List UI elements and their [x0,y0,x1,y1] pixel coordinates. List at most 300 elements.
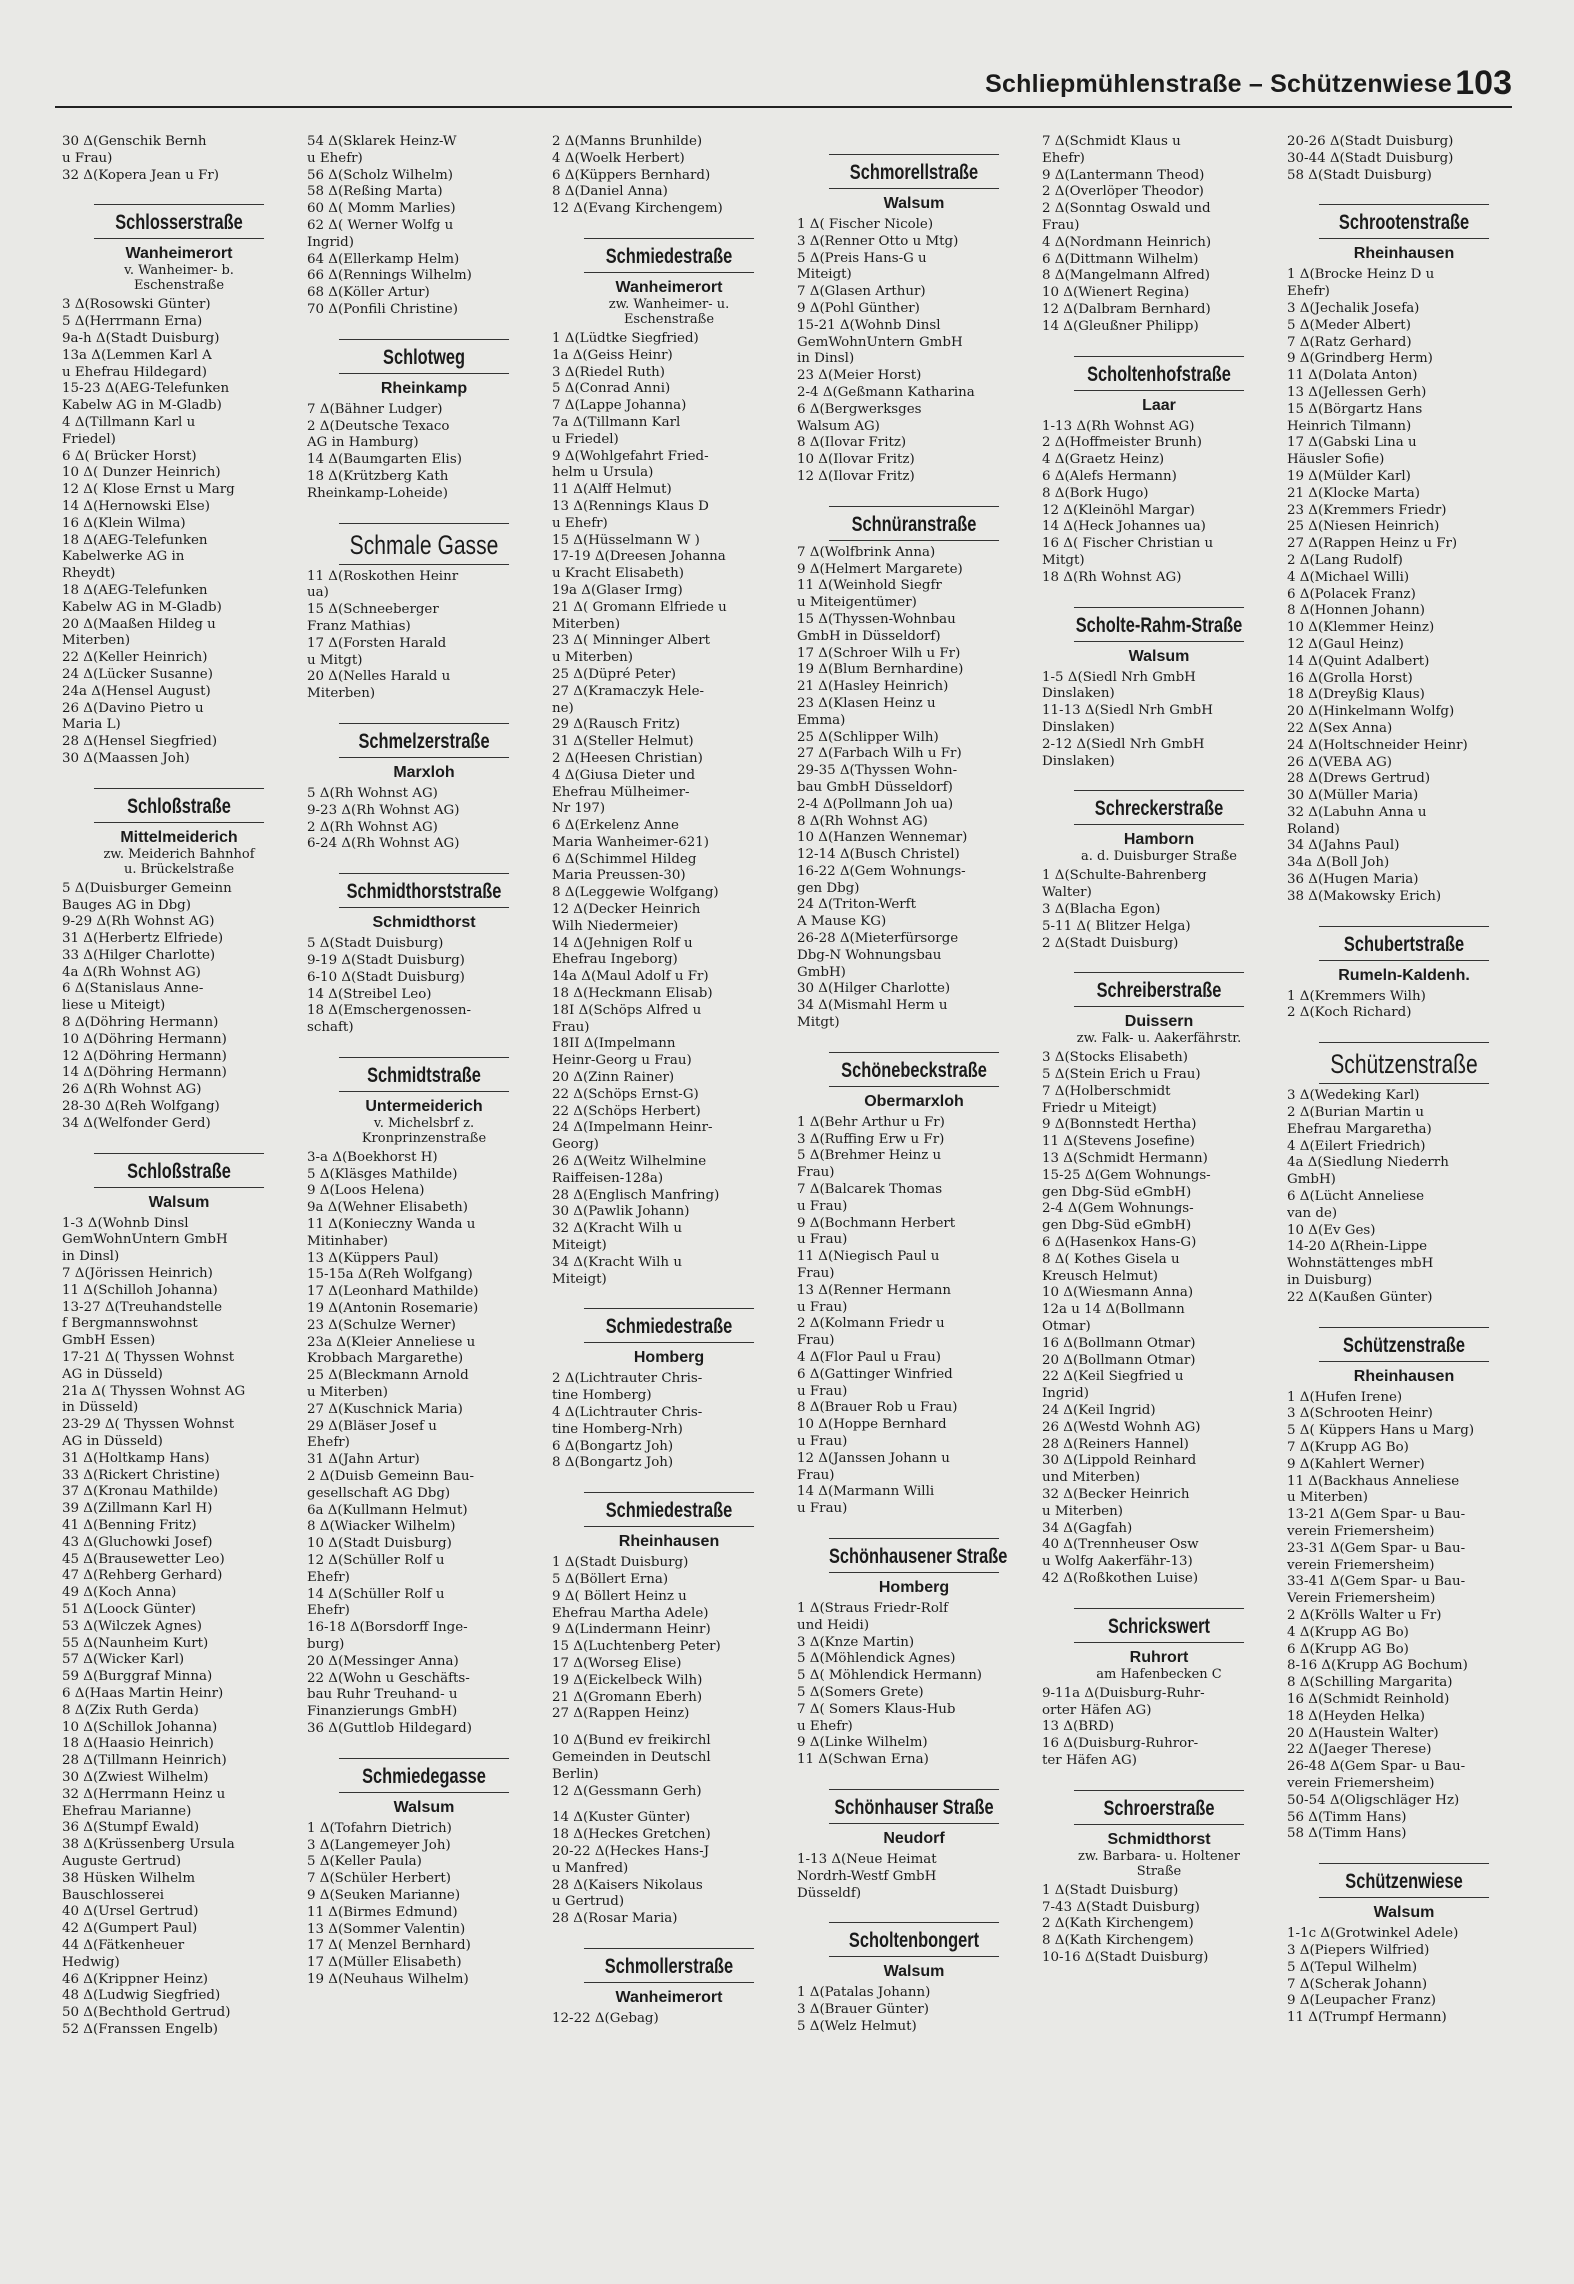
address-entry: 7 Δ( Somers Klaus-Hub [797,1701,956,1717]
address-entry: 4 Δ(Woelk Herbert) [552,150,685,166]
address-entry: in Duisburg) [1287,1273,1373,1289]
district-name: Rheinhausen [1353,245,1455,263]
street-name: Schmelzerstraße [339,723,509,758]
address-entry: 3 Δ(Schrooten Heinr) [1287,1406,1433,1422]
address-entry: 6 Δ(Hasenkox Hans-G) [1042,1235,1197,1251]
address-entry: 16 Δ(Duisburg-Ruhror- [1042,1736,1199,1752]
address-entry: 7 Δ(Ratz Gerhard) [1287,334,1412,350]
address-entry: 26 Δ(VEBA AG) [1287,754,1392,770]
district-name: Rheinhausen [1353,1367,1455,1385]
address-entry: 14 Δ(Quint Adalbert) [1287,653,1430,669]
address-entry: GemWohnUntern GmbH [62,1232,228,1248]
address-entry: 11 Δ(Konieczny Wanda u [307,1217,476,1233]
address-entry: gen Dbg-Süd eGmbH) [1042,1218,1192,1234]
address-entry: 7 Δ(Holberschmidt [1042,1083,1171,1099]
street-name: Schubertstraße [1319,926,1489,961]
address-entry: GmbH) [797,964,846,980]
address-entry: 9 Δ(Linke Wilhelm) [797,1735,928,1751]
address-entry: 1 Δ(Stadt Duisburg) [552,1555,689,1571]
page-header [55,62,1512,108]
address-entry: 5 Δ(Böllert Erna) [552,1571,669,1587]
address-entry: 58 Δ(Stadt Duisburg) [1287,167,1432,183]
address-entry: 45 Δ(Brausewetter Leo) [62,1551,225,1567]
address-entry: in Dinsl) [797,351,855,367]
district-name: Wanheimerort [615,278,723,296]
address-entry: 9a Δ(Wehner Elisabeth) [307,1200,469,1216]
address-entry: 3 Δ(Piepers Wilfried) [1287,1942,1430,1958]
address-entry: Wilh Niedermeier) [552,918,679,934]
district-name: Rumeln-Kaldenh. [1338,966,1470,984]
district-name: Marxloh [393,763,455,781]
address-entry: Miteigt) [552,1238,607,1254]
address-entry: bau Ruhr Treuhand- u [307,1687,458,1703]
address-entry: 5 Δ(Stadt Duisburg) [307,936,444,952]
page-title: Schliepmühlenstraße – Schützenwiese [985,70,1452,98]
address-entry: Ehefrau Mülheimer- [552,784,690,800]
address-entry: 9 Δ(Lindermann Heinr) [552,1622,711,1638]
street-name: Schmale Gasse [339,523,509,565]
address-entry: 12 Δ(Dalbram Bernhard) [1042,301,1211,317]
address-entry: 32 Δ(Herrmann Heinz u [62,1786,226,1802]
address-entry: 18 Δ(Heckes Gretchen) [552,1827,711,1843]
address-entry: 3 Δ(Renner Otto u Mtg) [797,233,959,249]
address-entry: 6 Δ(Lücht Anneliese [1287,1189,1425,1205]
address-entry: 1 Δ(Patalas Johann) [797,1985,931,2001]
address-entry: 3 Δ(Wedeking Karl) [1287,1088,1420,1104]
street-name: Schrootenstraße [1319,204,1489,239]
address-entry: 1 Δ(Brocke Heinz D u [1287,267,1435,283]
address-entry: 10 Δ(Hanzen Wennemar) [797,830,968,846]
address-entry: 1a Δ(Geiss Heinr) [552,347,673,363]
address-entry: 18 Δ(AEG-Telefunken [62,582,208,598]
address-entry: Wohnstättenges mbH [1287,1256,1434,1272]
address-entry: 19 Δ(Blum Bernhardine) [797,662,964,678]
address-entry: 59 Δ(Burggraf Minna) [62,1669,213,1685]
address-entry: 30 Δ(Lippold Reinhard [1042,1453,1197,1469]
street-name: Schützenstraße [1319,1042,1489,1084]
column-1 [62,134,296,2264]
address-entry: 6-24 Δ(Rh Wohnst AG) [307,836,460,852]
address-entry: helm u Ursula) [552,465,654,481]
address-entry: 12a u 14 Δ(Bollmann [1042,1302,1185,1318]
address-entry: 39 Δ(Zillmann Karl H) [62,1501,213,1517]
address-entry: Maria L) [62,717,121,733]
address-entry: 32 Δ(Kracht Wilh u [552,1221,682,1237]
district-name: Schmidthorst [372,914,476,932]
address-entry: 18 Δ(Dreyßig Klaus) [1287,687,1425,703]
address-entry: 30 Δ(Genschik Bernh [62,134,207,149]
address-entry: 17 Δ(Leonhard Mathilde) [307,1284,479,1300]
address-entry: 40 Δ(Trennheuser Osw [1042,1537,1199,1553]
address-entry: 3 Δ(Rosowski Günter) [62,297,211,313]
address-entry: 8 Δ(Daniel Anna) [552,184,668,200]
address-entry: 22 Δ(Keller Heinrich) [62,650,208,666]
address-entry: A Mause KG) [797,914,887,930]
address-entry: 1-5 Δ(Siedl Nrh GmbH [1042,669,1196,685]
address-entry: 3-a Δ(Boekhorst H) [307,1149,438,1165]
street-heading [315,523,533,565]
address-entry: 13-21 Δ(Gem Spar- u Bau- [1287,1507,1466,1523]
address-entry: 3 Δ(Blacha Egon) [1042,901,1161,917]
address-entry: u Miterben) [307,1385,388,1401]
district-name: Rheinhausen [618,1533,720,1551]
address-entry: 22 Δ(Sex Anna) [1287,720,1393,736]
address-entry: 30 Δ(Müller Maria) [1287,788,1419,804]
address-entry: 9 Δ(Wohlgefahrt Fried- [552,448,709,464]
address-entry: Auguste Gertrud) [62,1853,182,1869]
address-entry: tine Homberg-Nrh) [552,1421,683,1437]
address-entry: 53 Δ(Wilczek Agnes) [62,1618,203,1634]
address-entry: Mitgt) [797,1015,840,1031]
address-entry: 10 Δ(Schillok Johanna) [62,1719,218,1735]
address-entry: 30-44 Δ(Stadt Duisburg) [1287,150,1454,166]
address-entry: 10 Δ(Bund ev freikirchl [552,1733,711,1749]
address-entry: 5 Δ(Somers Grete) [797,1684,924,1700]
address-entry: 17 Δ( Menzel Bernhard) [307,1938,471,1954]
address-entry: u Frau) [797,1232,848,1248]
street-heading [1050,607,1268,666]
address-entry: 5 Δ( Küppers Hans u Marg) [1287,1423,1475,1439]
address-entry: 23 Δ( Minninger Albert [552,633,710,649]
address-entry: 9-29 Δ(Rh Wohnst AG) [62,914,215,930]
address-entry: 7a Δ(Tillmann Karl [552,414,681,430]
address-entry: 4 Δ(Graetz Heinz) [1042,452,1165,468]
address-entry: GemWohnUntern GmbH [797,334,963,350]
address-entry: 5 Δ(Brehmer Heinz u [797,1148,942,1164]
address-entry: 32 Δ(Becker Heinrich [1042,1487,1190,1503]
district-name: Obermarxloh [864,1092,964,1110]
column-6 [1287,134,1521,2264]
column-3 [552,134,786,2264]
address-entry: 37 Δ(Kronau Mathilde) [62,1484,219,1500]
street-name: Schützenwiese [1319,1863,1489,1898]
address-entry: gen Dbg-Süd eGmbH) [1042,1184,1192,1200]
address-entry: 3 Δ(Langemeyer Joh) [307,1837,451,1853]
address-entry: 8 Δ(Bork Hugo) [1042,485,1149,501]
street-name: Schmiedestraße [584,1308,754,1343]
district-name: Schmidthorst [1107,1830,1211,1848]
street-name: Schrickswert [1074,1608,1244,1643]
street-heading [70,788,288,877]
address-entry: 5 Δ(Preis Hans-G u [797,250,927,266]
street-heading [70,1153,288,1212]
address-entry: 8 Δ(Honnen Johann) [1287,603,1425,619]
address-entry: 5 Δ(Keller Paula) [307,1854,422,1870]
address-entry: Mitinhaber) [307,1233,389,1249]
address-entry: 6 Δ(Polacek Franz) [1287,586,1416,602]
address-entry: 46 Δ(Krippner Heinz) [62,1971,209,1987]
district-name: Homberg [633,1349,705,1367]
street-name: Schmiedestraße [584,1492,754,1527]
address-entry: 8 Δ(Rh Wohnst AG) [797,813,928,829]
address-entry: Häusler Sofie) [1287,452,1385,468]
address-entry: 38 Δ(Krüssenberg Ursula [62,1837,235,1853]
address-entry: 30 Δ(Hilger Charlotte) [797,981,951,997]
address-entry: 2 Δ(Duisb Gemeinn Bau- [307,1469,475,1485]
street-heading [805,1052,1023,1111]
address-entry: Frau) [797,1165,835,1181]
address-entry: 15 Δ(Hüsselmann W ) [552,532,700,548]
street-name: Schreiberstraße [1074,972,1244,1007]
address-entry: 8 Δ(Leggewie Wolfgang) [552,885,719,901]
address-entry: 30 Δ(Zwiest Wilhelm) [62,1769,209,1785]
address-entry: 6-10 Δ(Stadt Duisburg) [307,969,465,985]
address-entry: 30 Δ(Pawlik Johann) [552,1204,690,1220]
district-name: Mittelmeiderich [120,828,238,846]
address-entry: 13 Δ(BRD) [1042,1719,1115,1735]
address-entry: 4 Δ(Giusa Dieter und [552,767,696,783]
district-name: Homberg [878,1578,950,1596]
address-entry: 27 Δ(Kuschnick Maria) [307,1401,463,1417]
address-entry: Raiffeisen-128a) [552,1170,664,1186]
address-entry: 13 Δ(Rennings Klaus D [552,498,709,514]
address-entry: 10 Δ(Hoppe Bernhard [797,1417,947,1433]
street-name: Schönebeckstraße [829,1052,999,1087]
address-entry: 18I Δ(Schöps Alfred u [552,1002,702,1018]
address-entry: 6 Δ(Küppers Bernhard) [552,167,711,183]
address-entry: 31 Δ(Holtkamp Hans) [62,1450,210,1466]
address-entry: 42 Δ(Gumpert Paul) [62,1921,198,1937]
street-heading [1050,356,1268,415]
address-entry: 26 Δ(Davino Pietro u [62,700,204,716]
address-entry: 4 Δ(Michael Willi) [1287,569,1410,585]
column-4 [797,134,1031,2264]
address-entry: 11 Δ(Trumpf Hermann) [1287,2010,1447,2026]
address-entry: 1 Δ(Stadt Duisburg) [1042,1882,1179,1898]
address-entry: 4 Δ(Krupp AG Bo) [1287,1624,1409,1640]
address-entry: 1 Δ(Schulte-Bahrenberg [1042,868,1207,884]
address-entry: Nordrh-Westf GmbH [797,1868,937,1884]
address-entry: 19 Δ(Mülder Karl) [1287,468,1411,484]
address-entry: 20 Δ(Bollmann Otmar) [1042,1352,1196,1368]
address-entry: 23 Δ(Meier Horst) [797,368,922,384]
street-name: Schreckerstraße [1074,790,1244,825]
address-entry: 1 Δ(Lüdtke Siegfried) [552,330,699,346]
address-entry: 6 Δ(Alefs Hermann) [1042,468,1177,484]
address-entry: 6 Δ(Erkelenz Anne [552,818,679,834]
address-entry: 12 Δ(Kleinöhl Margar) [1042,502,1195,518]
address-entry: 2-4 Δ(Gem Wohnungs- [1042,1201,1194,1217]
address-entry: 15 Δ(Börgartz Hans [1287,401,1423,417]
address-entry: 11 Δ(Schwan Erna) [797,1752,929,1768]
address-entry: 18II Δ(Impelmann [552,1036,676,1052]
address-entry: schaft) [307,1020,354,1036]
address-entry: Ehefrau Ingeborg) [552,952,678,968]
address-entry: 32 Δ(Kopera Jean u Fr) [62,167,219,183]
address-entry: 2 Δ(Lang Rudolf) [1287,552,1403,568]
street-heading [1295,926,1513,985]
address-entry: 50 Δ(Bechthold Gertrud) [62,2005,231,2021]
address-entry: 56 Δ(Timm Hans) [1287,1809,1407,1825]
address-entry: 11 Δ(Backhaus Anneliese [1287,1473,1460,1489]
address-entry: 2 Δ(Heesen Christian) [552,750,703,766]
address-entry: Georg) [552,1137,599,1153]
address-entry: 21 Δ(Gromann Eberh) [552,1689,703,1705]
address-entry: 3 Δ(Brauer Günter) [797,2002,929,2018]
address-entry: 11 Δ(Weinhold Siegfr [797,578,942,594]
address-entry: Berlin) [552,1766,599,1782]
street-heading [805,1538,1023,1597]
street-heading [1050,972,1268,1046]
address-entry: 11 Δ(Roskothen Heinr [307,568,459,584]
address-entry: 66 Δ(Rennings Wilhelm) [307,268,472,284]
address-entry: 8 Δ(Kath Kirchengem) [1042,1933,1194,1949]
address-entry: 34 Δ(Mismahl Herm u [797,998,948,1014]
address-entry: Nr 197) [552,801,606,817]
address-entry: 24 Δ(Lücker Susanne) [62,666,213,682]
address-entry: AG in Düsseld) [62,1434,163,1450]
address-entry: 6a Δ(Kullmann Helmut) [307,1502,468,1518]
street-name: Schmorellstraße [829,154,999,189]
address-entry: 5-11 Δ( Blitzer Helga) [1042,918,1191,934]
district-name: Walsum [883,1963,945,1981]
address-entry: 6 Δ(Gattinger Winfried [797,1366,953,1382]
address-entry: 27 Δ(Kramaczyk Hele- [552,683,705,699]
address-entry: 17 Δ(Schroer Wilh u Fr) [797,645,961,661]
address-entry: 36 Δ(Stumpf Ewald) [62,1820,200,1836]
address-entry: 1-1c Δ(Grotwinkel Adele) [1287,1926,1459,1942]
address-entry: 8 Δ(Döhring Hermann) [62,1015,219,1031]
address-entry: 8 Δ(Ilovar Fritz) [797,435,907,451]
address-entry: Walsum AG) [797,418,880,434]
address-entry: u Wolfg Aakerfähr-13) [1042,1554,1193,1570]
address-entry: 7 Δ(Scherak Johann) [1287,1976,1428,1992]
address-entry: 30 Δ(Maassen Joh) [62,750,190,766]
address-entry: 2 Δ(Sonntag Oswald und [1042,201,1211,217]
address-entry: 14 Δ(Baumgarten Elis) [307,452,462,468]
street-section-note: zw. Falk- u. Aakerfährstr. [1076,1031,1242,1047]
address-entry: verein Friemersheim) [1287,1775,1435,1791]
address-entry: 14a Δ(Maul Adolf u Fr) [552,969,709,985]
address-entry: 2-12 Δ(Siedl Nrh GmbH [1042,736,1205,752]
address-entry: 12 Δ(Ilovar Fritz) [797,468,915,484]
address-entry: orter Häfen AG) [1042,1702,1152,1718]
address-entry: 23 Δ(Schulze Werner) [307,1317,456,1333]
address-entry: 31 Δ(Herbertz Elfriede) [62,931,224,947]
street-heading [560,1492,778,1551]
address-entry: 32 Δ(Labuhn Anna u [1287,804,1427,820]
street-heading [315,1057,533,1146]
address-entry: 12 Δ(Döhring Hermann) [62,1048,227,1064]
address-entry: 5 Δ(Möhlendick Agnes) [797,1651,956,1667]
address-entry: 9-11a Δ(Duisburg-Ruhr- [1042,1685,1205,1701]
address-entry: 2 Δ(Burian Martin u [1287,1105,1424,1121]
address-entry: 21 Δ(Klocke Marta) [1287,485,1421,501]
address-entry: 20 Δ(Messinger Anna) [307,1653,459,1669]
address-entry: 52 Δ(Franssen Engelb) [62,2021,219,2037]
address-entry: Dbg-N Wohnungsbau [797,947,942,963]
address-entry: 10 Δ(Klemmer Heinz) [1287,620,1435,636]
address-entry: 2-4 Δ(Geßmann Katharina [797,384,975,400]
address-entry: 25 Δ(Niesen Heinrich) [1287,519,1440,535]
address-entry: 2 Δ(Overlöper Theodor) [1042,184,1204,200]
address-entry: 31 Δ(Steller Helmut) [552,734,694,750]
address-entry: 6 Δ(Schimmel Hildeg [552,851,697,867]
district-name: Walsum [1373,1904,1435,1922]
address-entry: 6 Δ(Krupp AG Bo) [1287,1641,1409,1657]
address-entry: 21 Δ( Gromann Elfriede u [552,599,727,615]
address-entry: u Kracht Elisabeth) [552,566,684,582]
address-entry: Ehefrau Martha Adele) [552,1605,709,1621]
address-entry: liese u Miteigt) [62,998,166,1014]
address-entry: 41 Δ(Benning Fritz) [62,1518,197,1533]
street-heading [805,1922,1023,1981]
address-entry: u Frau) [797,1434,848,1449]
address-entry: 23-31 Δ(Gem Spar- u Bau- [1287,1540,1466,1556]
address-entry: 2 Δ(Krölls Walter u Fr) [1287,1607,1442,1623]
address-entry: 62 Δ( Werner Wolfg u [307,217,454,233]
address-entry: 19 Δ(Antonin Rosemarie) [307,1301,479,1317]
address-entry: 7 Δ(Balcarek Thomas [797,1182,943,1198]
address-entry: u Frau) [797,1383,848,1399]
address-entry: 3 Δ(Stocks Elisabeth) [1042,1050,1188,1066]
address-entry: 12 Δ( Klose Ernst u Marg [62,482,235,498]
address-entry: 14 Δ(Heck Johannes ua) [1042,519,1206,535]
address-entry: 7 Δ(Schüler Herbert) [307,1871,451,1887]
address-entry: Kreusch Helmut) [1042,1268,1159,1284]
district-name: Duissern [1124,1013,1194,1031]
address-entry: 13 Δ(Küppers Paul) [307,1250,439,1266]
address-entry: 36 Δ(Guttlob Hildegard) [307,1720,472,1736]
address-entry: 12 Δ(Decker Heinrich [552,902,701,918]
address-entry: 20 Δ(Hinkelmann Wolfg) [1287,704,1455,720]
address-entry: 12 Δ(Gaul Heinz) [1287,636,1404,652]
street-heading [805,154,1023,213]
address-entry: Heinr-Georg u Frau) [552,1053,692,1069]
street-section-note: zw. Wanheimer- u. Eschenstraße [608,296,730,327]
address-entry: GmbH Essen) [62,1333,156,1349]
address-entry: 2 Δ(Lichtrauter Chris- [552,1371,703,1387]
address-entry: Walter) [1042,885,1092,901]
address-entry: 4 Δ(Eilert Friedrich) [1287,1138,1426,1154]
address-entry: 38 Δ(Makowsky Erich) [1287,888,1442,904]
address-entry: 13 Δ(Jellessen Gerh) [1287,384,1427,400]
street-name: Schönhausener Straße [829,1538,999,1573]
address-entry: 15-21 Δ(Wohnb Dinsl [797,317,941,333]
address-entry: 10 Δ(Döhring Hermann) [62,1031,227,1047]
address-entry: u Miteigentümer) [797,595,917,611]
district-name: Wanheimerort [125,245,233,263]
street-section-note: zw. Barbara- u. Holtener Straße [1078,1848,1240,1879]
address-entry: 9 Δ(Kahlert Werner) [1287,1456,1425,1472]
address-entry: 12-22 Δ(Gebag) [552,2010,659,2026]
address-entry: 17-19 Δ(Dreesen Johanna [552,549,726,565]
street-heading [805,1789,1023,1848]
address-entry: Otmar) [1042,1319,1091,1335]
address-entry: gesellschaft AG Dbg) [307,1485,451,1501]
address-entry: 25 Δ(Düpré Peter) [552,666,676,682]
address-entry: 8 Δ( Kothes Gisela u [1042,1251,1180,1267]
address-entry: 1 Δ( Fischer Nicole) [797,217,934,232]
address-entry: 14 Δ(Jehnigen Rolf u [552,935,693,951]
address-entry: 42 Δ(Roßkothen Luise) [1042,1571,1199,1586]
street-heading [805,506,1023,541]
address-entry: 6 Δ(Dittmann Wilhelm) [1042,251,1199,267]
address-entry: 16-18 Δ(Borsdorff Inge- [307,1620,468,1636]
address-entry: Dinslaken) [1042,753,1115,769]
address-entry: 11 Δ(Stevens Josefine) [1042,1134,1195,1150]
address-entry: 24a Δ(Hensel August) [62,683,211,699]
address-entry: u Ehefrau Hildegard) [62,364,207,380]
address-entry: Emma) [797,712,846,728]
address-entry: 34 Δ(Jahns Paul) [1287,838,1400,854]
address-entry: 5 Δ(Stein Erich u Frau) [1042,1067,1201,1083]
address-entry: 22 Δ(Jaeger Therese) [1287,1742,1432,1758]
street-name: Schönhauser Straße [829,1789,999,1824]
address-entry: 20 Δ(Maaßen Hildeg u [62,616,216,632]
address-entry: 9-19 Δ(Stadt Duisburg) [307,952,465,968]
address-entry: u Friedel) [552,431,619,447]
